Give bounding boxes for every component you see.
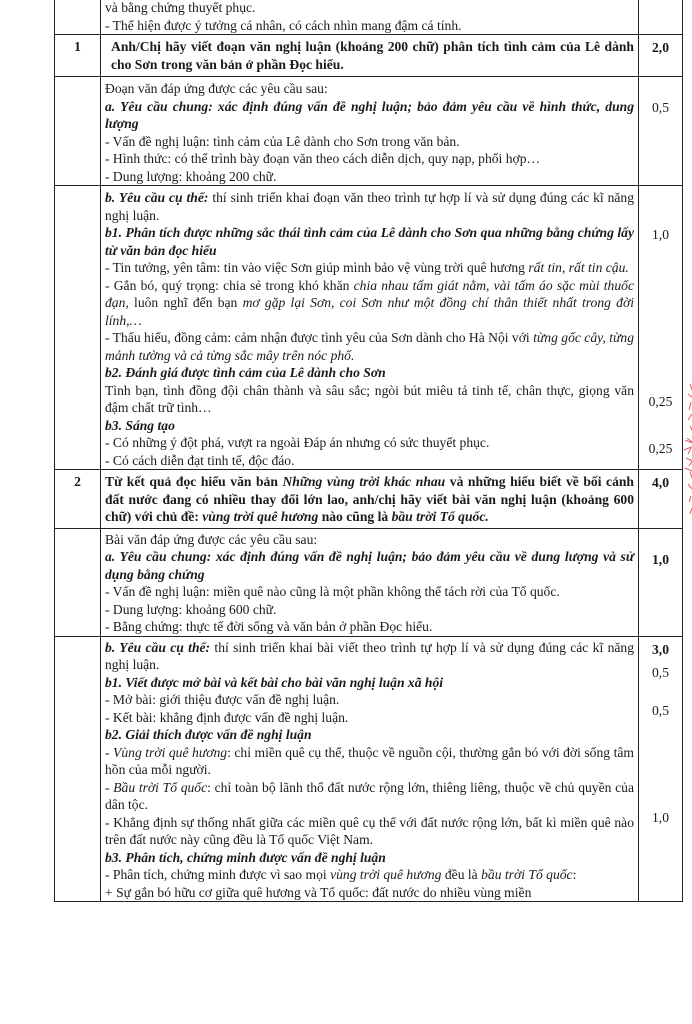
- score-cell: [639, 77, 683, 186]
- text-line: [105, 639, 634, 674]
- number-cell: [55, 0, 101, 35]
- q2-part-a-row: [55, 528, 683, 636]
- score-value: 0,25: [648, 393, 673, 409]
- q1-part-a-row: [55, 77, 683, 186]
- text-line: - Thể hiện được ý tưởng cá nhân, có cách nhìn mang đậm cá tính.: [105, 17, 462, 33]
- score-value: 0,5: [652, 702, 669, 718]
- question-score: [639, 35, 683, 77]
- section-title: b. Yêu cầu cụ thể:: [105, 639, 211, 655]
- score-value: 0,5: [652, 100, 669, 115]
- section-title: b. Yêu cầu cụ thể:: [105, 190, 209, 205]
- text-line: - Vùng trời quê hương: chỉ miền quê cụ thể, thuộc về nguồn cội, thường gắn bó với đời sống tâm hồn của mỗi người.: [105, 744, 634, 777]
- score-value: 0,25: [648, 441, 673, 456]
- text-line: - Dung lượng: khoảng 200 chữ.: [105, 168, 277, 184]
- score-value: 0,5: [652, 665, 669, 680]
- intro-text: Đoạn văn đáp ứng được các yêu cầu sau:: [105, 81, 328, 96]
- text-line: - Kết bài: khẳng định được vấn đề nghị luận.: [105, 709, 349, 725]
- question-2-row: [55, 470, 683, 529]
- text-line: - Vấn đề nghị luận: tình cảm của Lê dành cho Sơn trong văn bản.: [105, 133, 460, 149]
- question-prompt: Từ kết quả đọc hiểu văn bản Những vùng trời khác nhau và những hiểu biết về bối cảnh đất nước đang có nhiều thay đổi lớn lao, anh/chị hãy viết bài văn nghị luận (khoảng 600 chữ) với chủ đề: vùng trời quê hương nào cũng là bầu trời Tổ quốc.: [101, 470, 639, 529]
- section-title: b2. Đánh giá được tình cảm của Lê dành cho Sơn: [105, 365, 386, 380]
- score-value: 1,0: [652, 810, 669, 825]
- score-value: 1,0: [652, 227, 669, 242]
- score-cell: [639, 636, 683, 902]
- number-cell: [55, 77, 101, 186]
- score-cell: [639, 528, 683, 636]
- question-number: 1: [55, 35, 101, 77]
- number-cell: [55, 636, 101, 902]
- section-title: b2. Giải thích được vấn đề nghị luận: [105, 727, 312, 742]
- section-title: a. Yêu cầu chung: xác định đúng vấn đề nghị luận; bảo đảm yêu cầu về hình thức, dung lượng: [105, 98, 634, 131]
- question-prompt: Anh/Chị hãy viết đoạn văn nghị luận (khoảng 200 chữ) phân tích tình cảm của Lê dành cho Sơn trong văn bản ở phần Đọc hiểu.: [101, 35, 639, 77]
- text-line: - Tin tưởng, yên tâm: tin vào việc Sơn giúp mình bảo vệ vùng trời quê hương rất tin, rất tin cậu.: [105, 260, 629, 275]
- continuation-row: [55, 0, 683, 35]
- section-text: thí sinh triển khai bài viết theo trình tự hợp lí và sử dụng đúng các kĩ năng nghị luận.: [105, 639, 634, 672]
- section-title: b3. Sáng tạo: [105, 417, 175, 433]
- score-cell: [639, 186, 683, 470]
- content-cell: [101, 528, 639, 636]
- q2-part-b-row: [55, 636, 683, 902]
- content-cell: [101, 0, 639, 35]
- content-cell: [101, 636, 639, 902]
- question-number: 2: [55, 470, 101, 529]
- score-value: 1,0: [652, 551, 669, 567]
- score-value: 3,0: [652, 641, 669, 657]
- text-line: - Vấn đề nghị luận: miền quê nào cũng là một phần không thể tách rời của Tổ quốc.: [105, 584, 560, 599]
- text-line: - Có những ý đột phá, vượt ra ngoài Đáp án nhưng có sức thuyết phục.: [105, 435, 490, 450]
- q1-part-b-row: [55, 186, 683, 470]
- section-title: b1. Viết được mở bài và kết bài cho bài văn nghị luận xã hội: [105, 674, 444, 690]
- text-line: - Bầu trời Tổ quốc: chỉ toàn bộ lãnh thổ đất nước rộng lớn, thiêng liêng, thuộc về chủ quyền của dân tộc.: [105, 779, 634, 812]
- question-1-row: [55, 35, 683, 77]
- text-line: và bằng chứng thuyết phục.: [105, 0, 256, 15]
- score-cell: [639, 0, 683, 35]
- text-line: - Dung lượng: khoảng 600 chữ.: [105, 601, 277, 617]
- section-title: b3. Phân tích, chứng minh được vấn đề nghị luận: [105, 849, 386, 865]
- text-line: - Phân tích, chứng minh được vì sao mọi vùng trời quê hương đều là bầu trời Tổ quốc:: [105, 867, 577, 882]
- text-line: - Bằng chứng: thực tế đời sống và văn bản ở phần Đọc hiểu.: [105, 619, 433, 634]
- intro-text: Bài văn đáp ứng được các yêu cầu sau:: [105, 531, 318, 547]
- section-text: thí sinh triển khai đoạn văn theo trình tự hợp lí và sử dụng đúng các kĩ năng nghị luận.: [105, 190, 634, 223]
- content-cell: [101, 186, 639, 470]
- text-line: - Gắn bó, quý trọng: chia sẻ trong khó khăn chia nhau tấm giát nằm, vài tấm áo sặc mùi thuốc đạn, luôn nghĩ đến bạn mơ gặp lại Sơn, coi Sơn như một đồng chí thân thiết nhất trong đời lính,…: [105, 277, 634, 328]
- total-score: 4,0: [652, 475, 669, 490]
- text-line: - Có cách diễn đạt tinh tế, độc đáo.: [105, 452, 295, 468]
- section-title: a. Yêu cầu chung: xác định đúng vấn đề nghị luận; bảo đảm yêu cầu về dung lượng và sử dụng bằng chứng: [105, 549, 634, 582]
- stamp-mark-icon: [682, 380, 692, 520]
- number-cell: [55, 186, 101, 470]
- section-title: b1. Phân tích được những sắc thái tình cảm của Lê dành cho Sơn qua những bằng chứng lấy từ văn bản đọc hiểu: [105, 225, 634, 258]
- text-line: [105, 189, 634, 224]
- question-score: [639, 470, 683, 529]
- content-cell: [101, 77, 639, 186]
- text-line: - Khẳng định sự thống nhất giữa các miền quê cụ thể với đất nước rộng lớn, bất kì miền quê nào trên đất nước này cũng đều là Tổ quốc Việt Nam.: [105, 814, 634, 847]
- text-line: Tình bạn, tình đồng đội chân thành và sâu sắc; ngòi bút miêu tả tinh tế, chân thực, giọng văn đậm chất trữ tình…: [105, 382, 634, 415]
- text-line: - Thấu hiểu, đồng cảm: cảm nhận được tình yêu của Sơn dành cho Hà Nội với từng gốc cây, từng mảnh tường và cả từng sắc mây trên nóc phố.: [105, 330, 634, 363]
- text-line: + Sự gắn bó hữu cơ giữa quê hương và Tổ quốc: đất nước do nhiều vùng miền: [105, 884, 532, 900]
- number-cell: [55, 528, 101, 636]
- text-line: - Mở bài: giới thiệu được vấn đề nghị luận.: [105, 692, 340, 707]
- text-line: - Hình thức: có thể trình bày đoạn văn theo cách diễn dịch, quy nạp, phối hợp…: [105, 151, 541, 166]
- total-score: 2,0: [652, 40, 669, 55]
- answer-key-table: [54, 0, 683, 902]
